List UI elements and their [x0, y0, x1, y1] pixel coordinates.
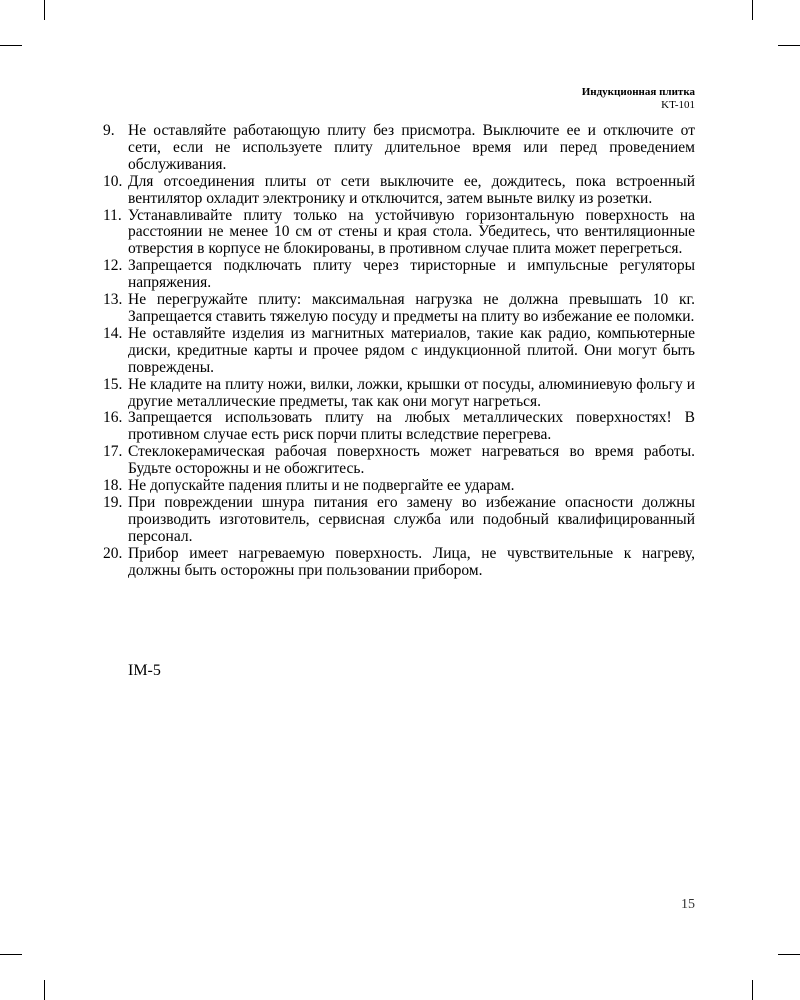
list-item-number: 12.: [103, 257, 123, 275]
crop-mark-top-left: [44, 0, 45, 20]
crop-mark-bottom-right: [752, 980, 753, 1000]
list-item: [103, 123, 695, 174]
list-item-text: Запрещается использовать плиту на любых металлических поверхностях! В противном случае есть риск порчи плиты вследствие перегрева.: [128, 409, 695, 444]
list-item-text: Не оставляйте работающую плиту без присмотра. Выключите ее и отключите от сети, если не используете плиту длительное время или перед проведением обслуживания.: [128, 122, 695, 173]
list-item: [103, 478, 695, 495]
list-item-text: При повреждении шнура питания его замену во избежание опасности должны производить изготовитель, сервисная служба или подобный квалифицированный персонал.: [128, 493, 695, 545]
crop-mark-left-bottom: [0, 954, 22, 955]
list-item-text: Запрещается подключать плиту через тиристорные и импульсные регуляторы напряжения.: [128, 257, 695, 292]
list-item-number: 17.: [103, 443, 123, 461]
list-item-number: 11.: [103, 206, 122, 224]
crop-mark-bottom-left: [44, 980, 45, 1000]
list-item-text: Не оставляйте изделия из магнитных материалов, такие как радио, компьютерные диски, кредитные карты и прочее рядом с индукционной плитой. Они могут быть повреждены.: [128, 324, 695, 376]
list-item: [103, 495, 695, 546]
list-item: [103, 410, 695, 444]
list-item: [103, 546, 695, 580]
list-item-number: 10.: [103, 172, 123, 190]
header-title: Индукционная плитка: [581, 86, 695, 98]
list-item-text: Не перегружайте плиту: максимальная нагрузка не должна превышать 10 кг. Запрещается ставить тяжелую посуду и предметы на плиту во избежание ее поломки.: [128, 291, 695, 325]
list-item-text: Стеклокерамическая рабочая поверхность может нагреваться во время работы. Будьте осторожны и не обожгитесь.: [128, 443, 695, 478]
list-item-text: Для отсоединения плиты от сети выключите ее, дождитесь, пока встроенный вентилятор охладит электронику и отключится, затем выньте вилку из розетки.: [128, 172, 695, 207]
list-item: [103, 326, 695, 377]
list-item: [103, 208, 695, 259]
list-item-number: 20.: [103, 544, 123, 562]
list-item-number: 18.: [103, 477, 123, 495]
list-item: [103, 377, 695, 411]
running-header: [582, 86, 695, 112]
safety-instructions-list: [103, 123, 695, 579]
crop-mark-left-top: [0, 45, 22, 46]
page-number: 15: [681, 897, 695, 912]
list-item: [103, 174, 695, 208]
crop-mark-right-top: [778, 45, 800, 46]
list-item-number: 9.: [103, 122, 115, 139]
list-item: [103, 444, 695, 478]
list-item: [103, 292, 695, 326]
list-item-number: 14.: [103, 324, 123, 342]
document-code: IM-5: [128, 662, 161, 679]
list-item-number: 13.: [103, 291, 123, 309]
header-model: KT-101: [661, 99, 695, 111]
list-item-text: Не кладите на плиту ножи, вилки, ложки, крышки от посуды, алюминиевую фольгу и другие металлические предметы, так как они могут нагреться.: [128, 375, 695, 410]
crop-mark-right-bottom: [778, 954, 800, 955]
list-item-number: 15.: [103, 375, 123, 393]
list-item: [103, 258, 695, 292]
list-item-text: Не допускайте падения плиты и не подвергайте ее ударам.: [128, 477, 515, 495]
crop-mark-top-right: [752, 0, 753, 20]
list-item-text: Прибор имеет нагреваемую поверхность. Лица, не чувствительные к нагреву, должны быть осторожны при пользовании прибором.: [128, 544, 695, 579]
list-item-number: 16.: [103, 409, 123, 427]
list-item-number: 19.: [103, 493, 123, 511]
list-item-text: Устанавливайте плиту только на устойчивую горизонтальную поверхность на расстоянии не менее 10 см от стены и края стола. Убедитесь, что вентиляционные отверстия в корпусе не блокированы, в противном случае плита может перегреться.: [128, 206, 695, 258]
